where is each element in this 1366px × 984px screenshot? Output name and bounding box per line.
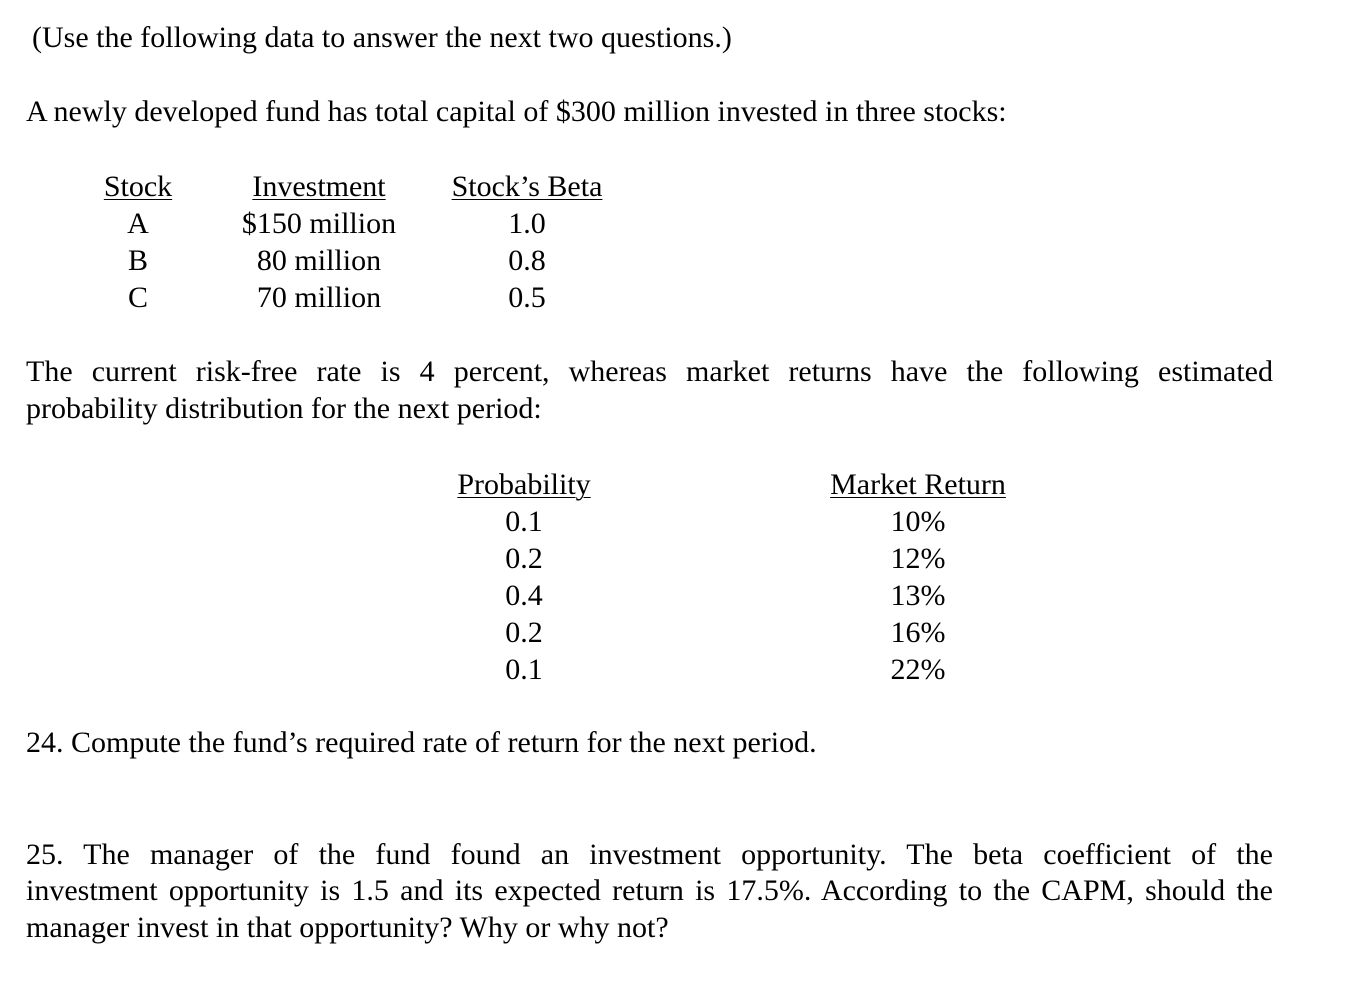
question-25-line-3: manager invest in that opportunity? Why or why not? (26, 911, 669, 944)
market-return-cell: 22% (890, 653, 946, 686)
investment-header: Investment (252, 170, 386, 203)
risk-free-line-1: The current risk-free rate is 4 percent, whereas market returns have the following estimated (26, 355, 1273, 388)
fund-description: A newly developed fund has total capital of $300 million invested in three stocks: (26, 95, 1007, 128)
probability-cell: 0.4 (505, 579, 543, 612)
market-return-cell: 16% (890, 616, 946, 649)
question-25-line-1: 25. The manager of the fund found an investment opportunity. The beta coefficient of the (26, 838, 1273, 871)
investment-cell: $150 million (241, 207, 397, 240)
market-return-header: Market Return (830, 468, 1006, 501)
investment-column (214, 168, 424, 316)
market-return-cell: 13% (890, 579, 946, 612)
market-return-column (798, 466, 1038, 688)
market-return-cell: 10% (890, 505, 946, 538)
probability-cell: 0.2 (505, 616, 543, 649)
probability-cell: 0.2 (505, 542, 543, 575)
probability-header: Probability (457, 468, 591, 501)
question-25-line-2: investment opportunity is 1.5 and its expected return is 17.5%. According to the CAPM, should the (26, 874, 1273, 907)
beta-header: Stock’s Beta (451, 170, 603, 203)
beta-cell: 0.5 (508, 281, 546, 314)
stock-cell: B (127, 244, 148, 277)
intro-text: (Use the following data to answer the next two questions.) (32, 21, 732, 54)
investment-cell: 80 million (256, 244, 382, 277)
probability-cell: 0.1 (505, 505, 543, 538)
investment-cell: 70 million (256, 281, 382, 314)
beta-column (434, 168, 620, 316)
stock-cell: C (127, 281, 148, 314)
probability-cell: 0.1 (505, 653, 543, 686)
market-return-cell: 12% (890, 542, 946, 575)
probability-column (434, 466, 614, 688)
stock-header: Stock (103, 170, 173, 203)
beta-cell: 0.8 (508, 244, 546, 277)
question-24: 24. Compute the fund’s required rate of return for the next period. (26, 726, 817, 759)
risk-free-line-2: probability distribution for the next period: (26, 392, 542, 425)
stock-cell: A (127, 207, 149, 240)
stock-column (96, 168, 180, 316)
beta-cell: 1.0 (508, 207, 546, 240)
